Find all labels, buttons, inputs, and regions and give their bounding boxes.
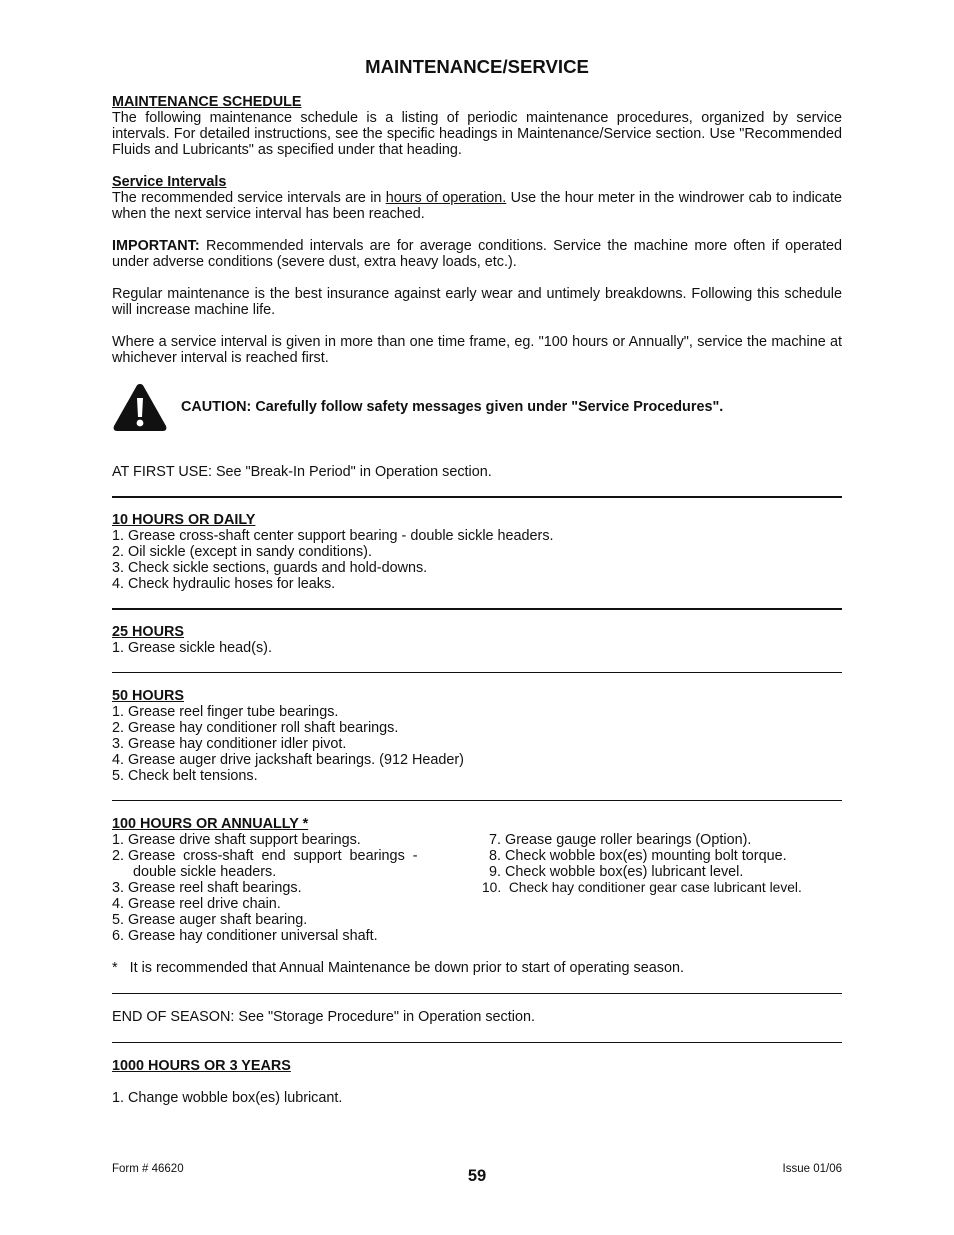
twentyfive-hours-heading: 25 HOURS xyxy=(112,624,184,640)
fifty-hours-list xyxy=(112,704,842,784)
thousand-hours-list xyxy=(112,1090,842,1106)
first-use-text: AT FIRST USE: See "Break-In Period" in Operation section. xyxy=(112,464,492,480)
page-footer xyxy=(112,1163,842,1193)
caution-block xyxy=(112,382,842,432)
list-item: 2. Grease hay conditioner roll shaft bearings. xyxy=(112,720,399,736)
regular-maintenance-text: Regular maintenance is the best insurance against early wear and untimely breakdowns. Following this schedule will increase machine life. xyxy=(112,286,842,318)
list-item: 3. Grease reel shaft bearings. xyxy=(112,880,302,896)
list-item: 2. Grease cross-shaft end support bearings - xyxy=(112,848,418,864)
list-item: 7. Grease gauge roller bearings (Option). xyxy=(489,832,752,848)
form-number: Form # 46620 xyxy=(112,1163,184,1175)
list-item: 2. Oil sickle (except in sandy conditions). xyxy=(112,544,372,560)
twentyfive-hours-list xyxy=(112,640,842,656)
service-intervals-text: The recommended service intervals are in hours of operation. Use the hour meter in the windrower cab to indicate when the next service interval has been reached. xyxy=(112,190,842,222)
hundred-hours-list-right xyxy=(482,832,842,944)
end-of-season-text: END OF SEASON: See "Storage Procedure" in Operation section. xyxy=(112,1009,535,1025)
list-item: 5. Check belt tensions. xyxy=(112,768,258,784)
list-item: 4. Check hydraulic hoses for leaks. xyxy=(112,576,336,592)
important-label: IMPORTANT: xyxy=(112,238,200,254)
list-item: 1. Change wobble box(es) lubricant. xyxy=(112,1090,343,1106)
warning-triangle-icon xyxy=(112,382,168,432)
list-item: 1. Grease reel finger tube bearings. xyxy=(112,704,339,720)
page-number: 59 xyxy=(467,1167,487,1185)
document-page xyxy=(112,56,842,1106)
ten-hours-heading: 10 HOURS OR DAILY xyxy=(112,512,256,528)
hundred-hours-columns xyxy=(112,832,842,944)
annual-maintenance-note: * It is recommended that Annual Maintenance be down prior to start of operating season. xyxy=(112,960,684,976)
caution-text: CAUTION: Carefully follow safety messages given under "Service Procedures". xyxy=(181,399,724,415)
list-item: 6. Grease hay conditioner universal shaft. xyxy=(112,928,378,944)
list-item: 9. Check wobble box(es) lubricant level. xyxy=(489,864,744,880)
list-item: 1. Grease drive shaft support bearings. xyxy=(112,832,361,848)
list-item: double sickle headers. xyxy=(133,864,277,880)
page-title: MAINTENANCE/SERVICE xyxy=(365,56,589,77)
thousand-hours-heading: 1000 HOURS OR 3 YEARS xyxy=(112,1058,291,1074)
service-interval-rule-text: Where a service interval is given in more than one time frame, eg. "100 hours or Annually", service the machine at whichever interval is reached first. xyxy=(112,334,842,366)
list-item: 4. Grease reel drive chain. xyxy=(112,896,281,912)
list-item: 5. Grease auger shaft bearing. xyxy=(112,912,308,928)
hundred-hours-list-left xyxy=(112,832,452,944)
list-item: 1. Grease sickle head(s). xyxy=(112,640,272,656)
list-item: 10. Check hay conditioner gear case lubricant level. xyxy=(482,880,802,895)
issue-date: Issue 01/06 xyxy=(782,1163,842,1175)
hours-of-operation-text: hours of operation. xyxy=(385,190,507,206)
list-item: 3. Grease hay conditioner idler pivot. xyxy=(112,736,347,752)
list-item: 4. Grease auger drive jackshaft bearings. (912 Header) xyxy=(112,752,464,768)
service-intervals-heading: Service Intervals xyxy=(112,174,227,190)
ten-hours-list xyxy=(112,528,842,592)
list-item: 8. Check wobble box(es) mounting bolt torque. xyxy=(489,848,787,864)
list-item: 1. Grease cross-shaft center support bearing - double sickle headers. xyxy=(112,528,554,544)
maintenance-schedule-heading: MAINTENANCE SCHEDULE xyxy=(112,94,302,110)
hundred-hours-heading: 100 HOURS OR ANNUALLY * xyxy=(112,816,309,832)
maintenance-schedule-text: The following maintenance schedule is a listing of periodic maintenance procedures, organized by service intervals. For detailed instructions, see the specific headings in Maintenance/Service section. Use "Recommended Fluids and Lubricants" as specified under that heading. xyxy=(112,110,842,158)
list-item: 3. Check sickle sections, guards and hold-downs. xyxy=(112,560,428,576)
important-note: IMPORTANT: Recommended intervals are for average conditions. Service the machine more often if operated under adverse conditions (severe dust, extra heavy loads, etc.). xyxy=(112,238,842,270)
fifty-hours-heading: 50 HOURS xyxy=(112,688,184,704)
